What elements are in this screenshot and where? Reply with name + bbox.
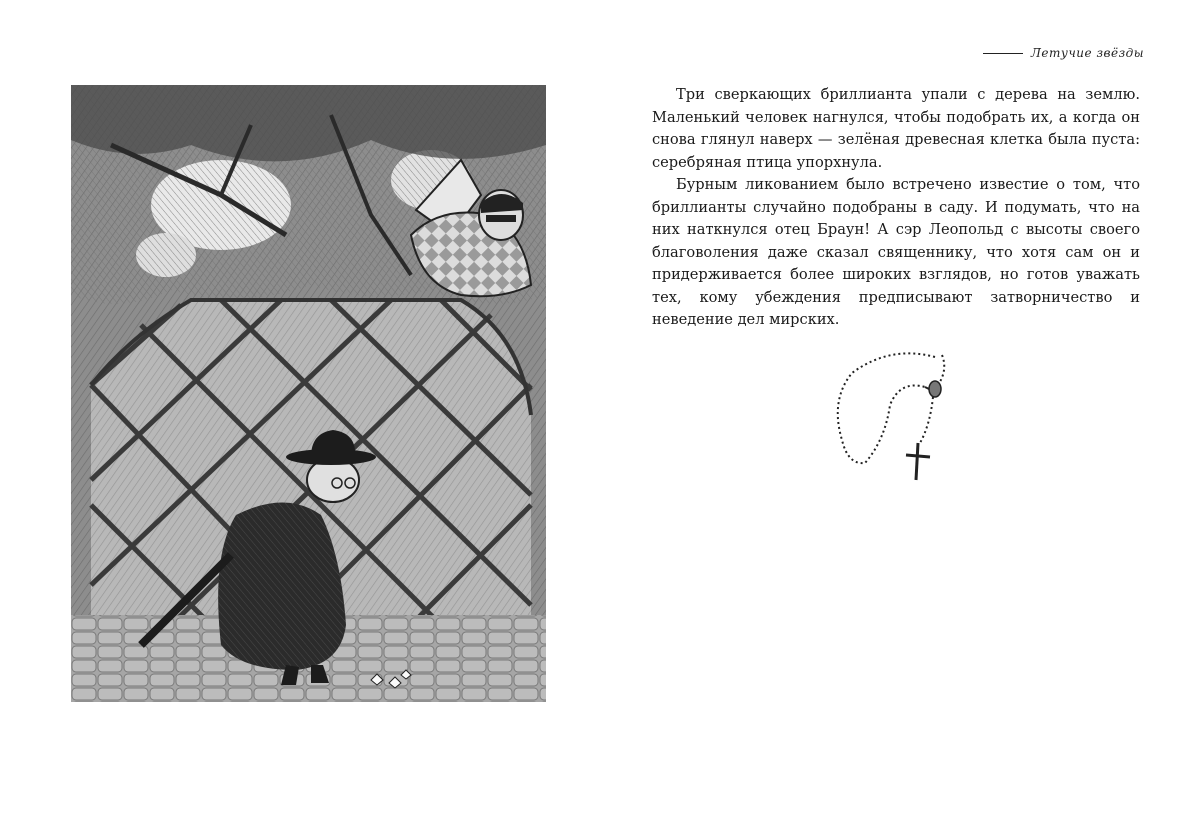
paragraph-2: Бурным ликованием было встречено известие о том, что бриллианты случайно подобраны в саду. И подумать, что на них наткнулся отец Браун! А сэр Леопольд с высоты своего благоволения даже сказал священнику, что хотя сам он и придерживается более широких взглядов, но готов уважать тех, кому убеждения предписывают затворничество и неведение дел мирских. — [652, 176, 1140, 328]
running-title: Летучие звёзды — [1030, 46, 1144, 60]
body-text — [652, 84, 1140, 332]
header-rule — [983, 53, 1023, 54]
running-header — [983, 46, 1144, 60]
rosary-icon — [830, 345, 950, 485]
paragraph-1: Три сверкающих бриллианта упали с дерева на землю. Маленький человек нагнулся, чтобы подобрать их, а когда он снова глянул наверх — зелёная древесная клетка была пуста: серебряная птица упорхнула. — [652, 86, 1140, 171]
garden-trellis-priest-illustration — [71, 85, 546, 702]
